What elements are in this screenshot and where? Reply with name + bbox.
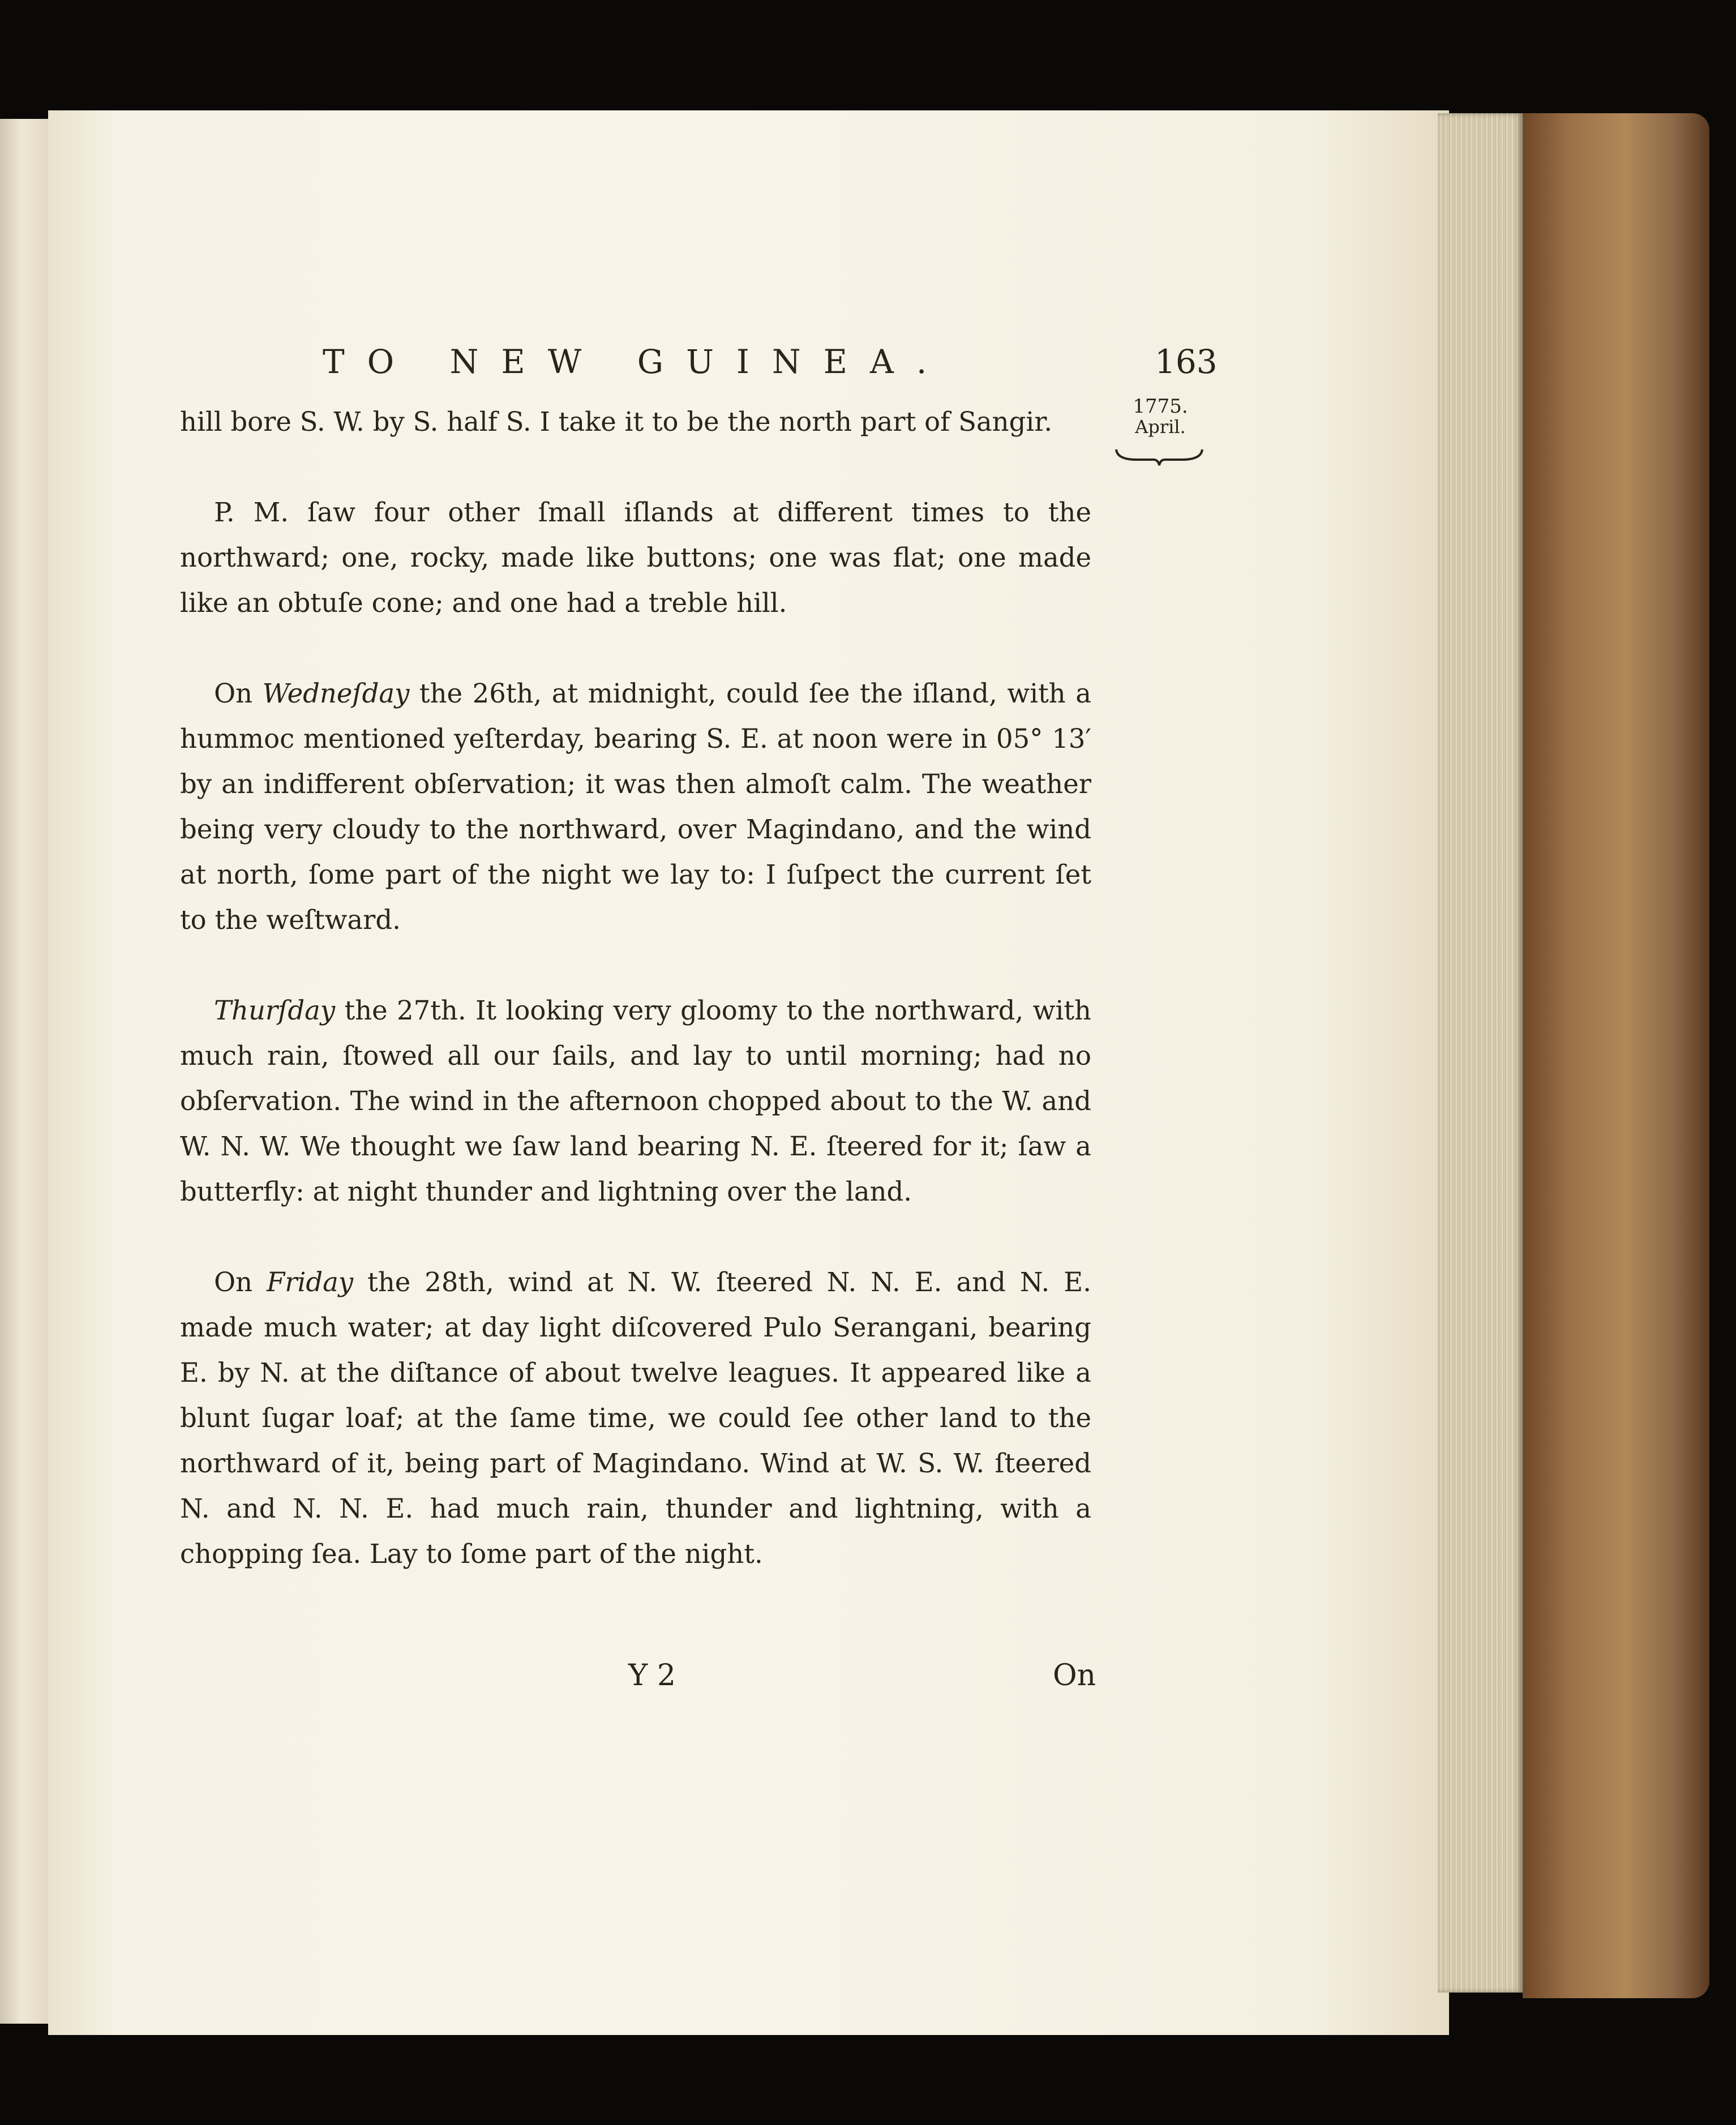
paragraph — [180, 671, 1091, 942]
italic-run: Thurſday — [214, 995, 336, 1026]
margin-note-year: 1775. — [1133, 395, 1188, 418]
text-run: P. M. ſaw four other ſmall iſlands at different times to the northward; one, rocky, made like buttons; one was flat; one made like an obtuſe cone; and one had a treble hill. — [180, 497, 1091, 618]
margin-brace — [1114, 447, 1205, 468]
paragraph — [180, 399, 1091, 444]
signature-mark: Y 2 — [628, 1659, 676, 1693]
body-text — [180, 399, 1091, 1622]
running-head: TO NEW GUINEA. — [323, 342, 950, 381]
text-run: On — [214, 678, 263, 709]
paragraph — [180, 490, 1091, 625]
left-page-edge — [0, 119, 50, 2024]
paragraph — [180, 1259, 1091, 1576]
text-run: On — [214, 1267, 267, 1297]
text-run: the 26th, at midnight, could ſee the iſland, with a hummoc mentioned yeſterday, bearing S. E. at noon were in 05° 13′ by an indifferent obſervation; it was then almoſt calm. The weather being very cloudy to the northward, over Magindano, and the wind at north, ſome part of the night we lay to: I ſuſpect the current ſet to the weſtward. — [180, 678, 1091, 935]
italic-run: Wedneſday — [262, 678, 410, 709]
page-edges — [1438, 113, 1523, 1993]
page-number: 163 — [1155, 342, 1218, 381]
margin-note — [1118, 396, 1203, 437]
text-run: the 27th. It looking very gloomy to the northward, with much rain, ſtowed all our ſails, and lay to until morning; had no obſervation. The wind in the afternoon chopped about to the W. and W. N. W. We thought we ſaw land bearing N. E. ſteered for it; ſaw a butterfly: at night thunder and lightning over the land. — [180, 995, 1091, 1207]
margin-note-month: April. — [1135, 416, 1186, 438]
catchword: On — [1053, 1659, 1096, 1693]
italic-run: Friday — [267, 1267, 354, 1297]
paragraph — [180, 988, 1091, 1214]
leather-cover — [1523, 113, 1709, 1998]
text-run: hill bore S. W. by S. half S. I take it to be the north part of Sangir. — [180, 406, 1053, 437]
text-run: the 28th, wind at N. W. ſteered N. N. E. and N. E. made much water; at day light diſcovered Pulo Serangani, bearing E. by N. at the diſtance of about twelve leagues. It appeared like a blunt ſugar loaf; at the ſame time, we could ſee other land to the northward of it, being part of Magindano. Wind at W. S. W. ſteered N. and N. N. E. had much rain, thunder and lightning, with a chopping ſea. Lay to ſome part of the night. — [180, 1267, 1091, 1569]
